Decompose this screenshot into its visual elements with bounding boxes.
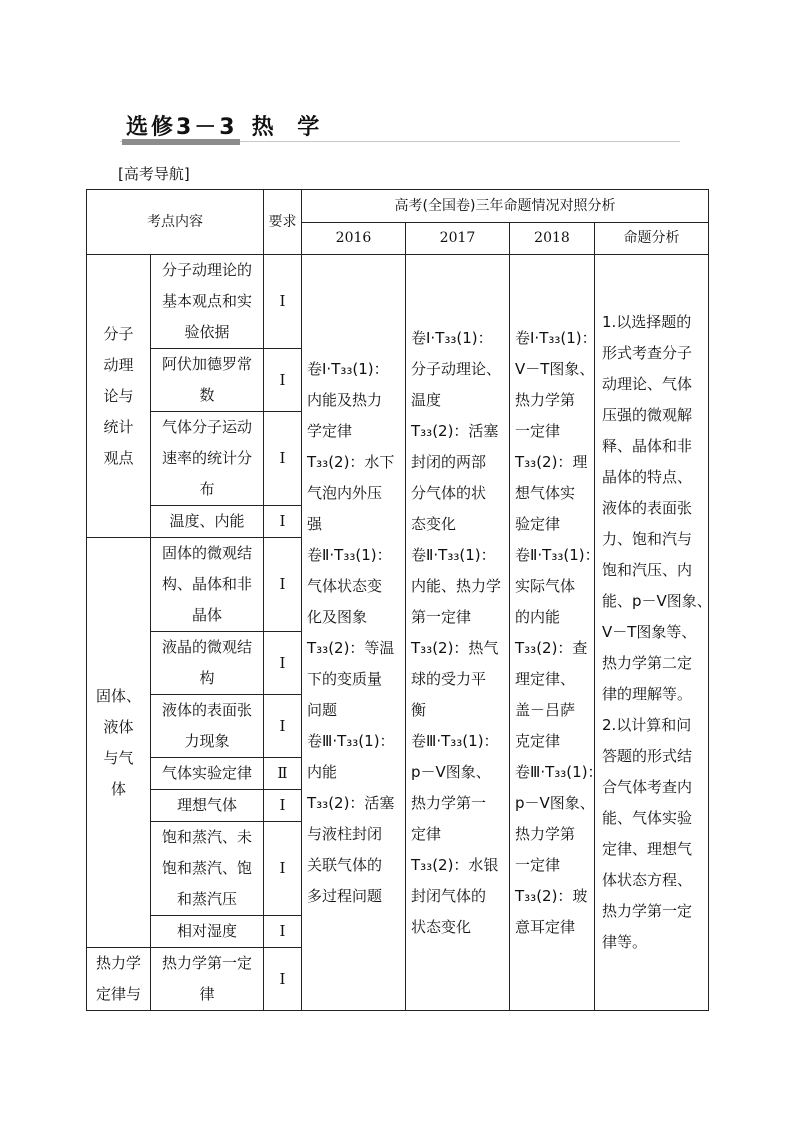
topic-line: 构、晶体和非: [161, 575, 252, 593]
title-main: 选修3－3: [126, 115, 238, 140]
proposition-analysis-line: 晶体的特点、: [602, 468, 693, 486]
topic-line: 气体分子运动: [161, 418, 252, 436]
analysis-2016-line: 问题: [307, 700, 338, 719]
analysis-2018-line: 卷Ⅰ·T₃₃(1)：: [515, 328, 597, 347]
topic-line: 饱和蒸汽、未: [161, 828, 252, 846]
proposition-analysis-line: 合气体考查内: [602, 778, 693, 796]
proposition-analysis-line: V－T图象等、: [602, 623, 697, 641]
analysis-2016-line: 下的变质量: [307, 669, 383, 688]
topic-cell: [151, 538, 264, 632]
analysis-2018-line: 的内能: [515, 607, 561, 626]
topic-cell: [151, 349, 264, 412]
proposition-analysis-line: 能、p－V图象、: [602, 592, 712, 610]
analysis-2016-line: 多过程问题: [307, 886, 383, 905]
topic-cell: [151, 412, 264, 506]
topic-line: 液体的表面张: [161, 701, 252, 719]
header-req-text: 要求: [268, 213, 297, 230]
topic-cell: [151, 948, 264, 1011]
analysis-2018-line: 想气体实: [515, 483, 576, 502]
analysis-2018-line: T₃₃(2)：玻: [515, 886, 588, 905]
proposition-analysis-cell: [595, 255, 712, 1011]
requirement-level: Ⅰ: [264, 790, 302, 822]
requirement-level: Ⅰ: [264, 695, 302, 758]
analysis-2016-line: 关联气体的: [307, 855, 383, 874]
topic-line: 分子动理论的: [161, 261, 252, 279]
topic-line: 和蒸汽压: [176, 890, 237, 908]
topic-line: 温度、内能: [169, 512, 245, 530]
topic-cell: [151, 822, 264, 916]
topic-line: 气体实验定律: [161, 764, 252, 782]
topic-cell: [151, 916, 264, 948]
analysis-2017-line: 内能、热力学: [411, 576, 502, 595]
analysis-2018-line: 盖－吕萨: [515, 700, 576, 719]
category-line: 与气: [103, 748, 134, 767]
header-year-2018: 2018: [510, 223, 595, 255]
analysis-2018-cell: [510, 255, 603, 1011]
analysis-2016-line: 强: [307, 514, 323, 533]
requirement-level: Ⅰ: [264, 632, 302, 695]
analysis-2016-line: 卷Ⅱ·T₃₃(1)：: [307, 545, 392, 564]
topic-line: 基本观点和实: [161, 292, 252, 310]
analysis-2017-line: 卷Ⅱ·T₃₃(1)：: [411, 545, 496, 564]
analysis-2016-line: 内能: [307, 762, 338, 781]
analysis-2018-line: 克定律: [515, 731, 561, 750]
analysis-2017-line: 定律: [411, 824, 442, 843]
analysis-2016-line: 内能及热力: [307, 390, 383, 409]
section-title: [120, 108, 680, 148]
requirement-level: Ⅰ: [264, 948, 302, 1011]
analysis-2016-line: 化及图象: [307, 607, 368, 626]
topic-cell: [151, 506, 264, 538]
topic-line: 阿伏加德罗常: [161, 355, 252, 373]
requirement-level: Ⅰ: [264, 349, 302, 412]
analysis-2018-line: p－V图象、: [515, 793, 595, 812]
topic-line: 理想气体: [176, 796, 237, 814]
analysis-2017-line: 衡: [411, 700, 427, 719]
requirement-level: Ⅰ: [264, 506, 302, 538]
analysis-2017-line: T₃₃(2)：热气: [411, 638, 499, 657]
proposition-analysis-line: 动理论、气体: [602, 375, 693, 393]
proposition-analysis-line: 体状态方程、: [602, 871, 693, 889]
topic-line: 律: [199, 985, 215, 1003]
proposition-analysis-line: 形式考查分子: [602, 344, 693, 362]
category-cell: [87, 255, 151, 538]
analysis-2016-line: 气泡内外压: [307, 483, 383, 502]
analysis-2018-line: 一定律: [515, 421, 561, 440]
requirement-level: Ⅱ: [264, 758, 302, 790]
category-line: 定律与: [95, 985, 141, 1003]
analysis-2018-line: 卷Ⅲ·T₃₃(1)：: [515, 762, 603, 781]
analysis-2017-line: 状态变化: [411, 917, 472, 936]
analysis-2017-line: T₃₃(2)：活塞: [411, 421, 499, 440]
analysis-2018-line: T₃₃(2)：查: [515, 638, 588, 657]
analysis-2017-line: 分气体的状: [411, 483, 487, 502]
requirement-level: Ⅰ: [264, 255, 302, 349]
analysis-2017-line: 温度: [411, 390, 442, 409]
analysis-2016-line: 卷Ⅰ·T₃₃(1)：: [307, 359, 389, 378]
proposition-analysis-line: 液体的表面张: [602, 499, 693, 517]
analysis-2018-line: 理定律、: [515, 669, 576, 688]
analysis-2017-line: 封闭的两部: [411, 452, 487, 471]
topic-line: 布: [199, 480, 215, 498]
analysis-2016-cell: [302, 255, 406, 1011]
analysis-2016-line: 学定律: [307, 421, 353, 440]
topic-line: 饱和蒸汽、饱: [161, 859, 252, 877]
analysis-2016-line: T₃₃(2)：水下: [307, 452, 395, 471]
header-analysis-title: 高考(全国卷)三年命题情况对照分析: [302, 190, 709, 223]
topic-cell: [151, 695, 264, 758]
analysis-2018-line: 热力学第: [515, 390, 576, 409]
topic-line: 晶体: [191, 606, 222, 624]
requirement-level: Ⅰ: [264, 412, 302, 506]
proposition-analysis-line: 热力学第二定: [602, 654, 693, 672]
analysis-2017-line: 第一定律: [411, 607, 472, 626]
proposition-analysis-line: 力、饱和汽与: [602, 530, 693, 548]
topic-line: 速率的统计分: [161, 449, 252, 467]
proposition-analysis-line: 定律、理想气: [602, 840, 693, 858]
requirement-level: Ⅰ: [264, 538, 302, 632]
topic-line: 构: [199, 669, 215, 687]
category-line: 体: [110, 779, 126, 798]
proposition-analysis-line: 1.以选择题的: [602, 313, 692, 331]
header-year-2016: 2016: [302, 223, 406, 255]
category-line: 观点: [103, 448, 134, 467]
analysis-2017-line: 卷Ⅰ·T₃₃(1)：: [411, 328, 493, 347]
analysis-2018-line: 卷Ⅱ·T₃₃(1)：: [515, 545, 600, 564]
analysis-2018-line: 验定律: [515, 514, 561, 533]
topic-line: 固体的微观结: [161, 544, 252, 562]
analysis-2017-line: 封闭气体的: [411, 886, 487, 905]
proposition-analysis-line: 能、气体实验: [602, 809, 693, 827]
topic-line: 验依据: [184, 323, 230, 341]
category-line: 动理: [103, 355, 134, 374]
analysis-2018-line: T₃₃(2)：理: [515, 452, 588, 471]
category-line: 统计: [103, 417, 134, 436]
proposition-analysis-line: 律等。: [602, 933, 648, 951]
category-line: 液体: [103, 717, 134, 736]
proposition-analysis-line: 答题的形式结: [602, 747, 693, 765]
analysis-2017-line: 分子动理论、: [411, 359, 502, 378]
proposition-analysis-line: 饱和汽压、内: [602, 561, 693, 579]
analysis-2017-line: T₃₃(2)：水银: [411, 855, 499, 874]
analysis-2017-line: 热力学第一: [411, 793, 487, 812]
analysis-2018-line: 实际气体: [515, 576, 576, 595]
category-cell: [87, 538, 151, 948]
topic-cell: [151, 758, 264, 790]
requirement-level: Ⅰ: [264, 822, 302, 916]
topic-line: 数: [199, 386, 215, 404]
topic-cell: [151, 790, 264, 822]
topic-cell: [151, 632, 264, 695]
topic-line: 热力学第一定: [161, 954, 252, 972]
analysis-2018-line: 一定律: [515, 855, 561, 874]
title-sub: 热 学: [251, 115, 328, 140]
proposition-analysis-line: 律的理解等。: [602, 685, 693, 703]
category-cell: [87, 948, 151, 1011]
requirement-level: Ⅰ: [264, 916, 302, 948]
proposition-analysis-line: 压强的微观解: [602, 406, 693, 424]
proposition-analysis-line: 释、晶体和非: [602, 437, 693, 455]
analysis-2016-line: 气体状态变: [307, 576, 383, 595]
analysis-2018-line: 热力学第: [515, 824, 576, 843]
category-line: 热力学: [95, 954, 141, 972]
header-req: [264, 190, 302, 255]
topic-line: 力现象: [184, 732, 230, 750]
header-topic: 考点内容: [87, 190, 264, 255]
topic-line: 相对湿度: [176, 922, 237, 940]
analysis-2016-line: T₃₃(2)：活塞: [307, 793, 395, 812]
category-line: 固体、: [95, 686, 141, 705]
category-line: 论与: [103, 386, 134, 405]
analysis-2017-line: p－V图象、: [411, 762, 491, 781]
header-analysis: 命题分析: [595, 223, 709, 255]
header-year-2017: 2017: [406, 223, 510, 255]
analysis-2016-line: 与液柱封闭: [307, 824, 383, 843]
analysis-2016-line: T₃₃(2)：等温: [307, 638, 395, 657]
proposition-analysis-line: 热力学第一定: [602, 902, 693, 920]
analysis-2016-line: 卷Ⅲ·T₃₃(1)：: [307, 731, 395, 750]
analysis-2018-line: V－T图象、: [515, 359, 595, 378]
analysis-2017-cell: [406, 255, 510, 1011]
nav-label: [高考导航]: [118, 165, 190, 183]
analysis-2017-line: 态变化: [411, 514, 457, 533]
proposition-analysis-line: 2.以计算和问: [602, 716, 692, 734]
analysis-2017-line: 球的受力平: [411, 669, 487, 688]
category-line: 分子: [103, 324, 134, 343]
analysis-2017-line: 卷Ⅲ·T₃₃(1)：: [411, 731, 499, 750]
exam-guide-table: [86, 189, 712, 1011]
topic-cell: [151, 255, 264, 349]
topic-line: 液晶的微观结: [161, 638, 252, 656]
analysis-2018-line: 意耳定律: [515, 917, 576, 936]
